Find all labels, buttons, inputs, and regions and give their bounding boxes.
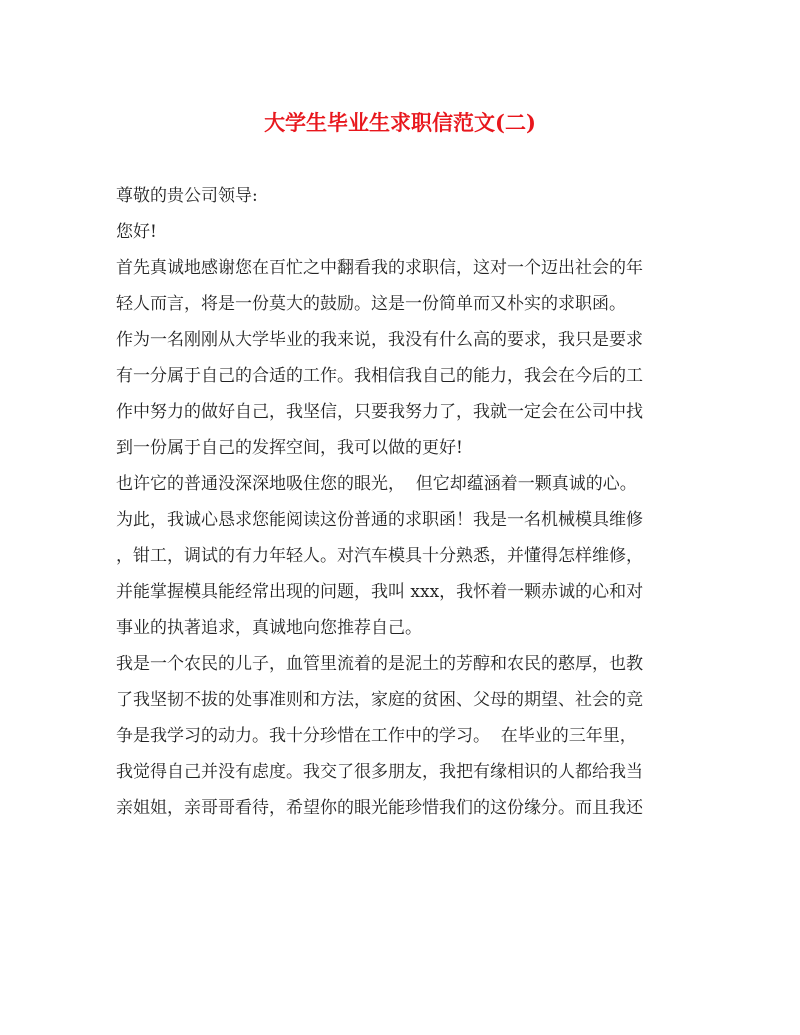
body-line: 争是我学习的动力。我十分珍惜在工作中的学习。 在毕业的三年里， <box>116 726 637 746</box>
body-line: 有一分属于自己的合适的工作。我相信我自己的能力，我会在今后的工 <box>116 366 643 386</box>
body-line: 并能掌握模具能经常出现的问题，我叫 xxx，我怀着一颗赤诚的心和对 <box>116 582 644 602</box>
letter-body <box>116 178 696 826</box>
body-line: 我觉得自己并没有虑度。我交了很多朋友，我把有缘相识的人都给我当 <box>116 762 643 782</box>
body-line: 作为一名刚刚从大学毕业的我来说，我没有什么高的要求，我只是要求 <box>116 330 643 350</box>
body-line: 轻人而言，将是一份莫大的鼓励。这是一份简单而又朴实的求职函。 <box>116 294 626 314</box>
body-line: 为此，我诚心恳求您能阅读这份普通的求职函！我是一名机械模具维修 <box>116 510 643 530</box>
body-line: 我是一个农民的儿子，血管里流着的是泥土的芳醇和农民的憨厚，也教 <box>116 654 643 674</box>
body-line: ，钳工，调试的有力年轻人。对汽车模具十分熟悉，并懂得怎样维修， <box>116 546 643 566</box>
salutation: 尊敬的贵公司领导: <box>116 186 258 206</box>
greeting: 您好! <box>116 222 157 242</box>
document-title: 大学生毕业生求职信范文(二) <box>264 110 536 135</box>
body-line: 了我坚韧不拔的处事准则和方法，家庭的贫困、父母的期望、社会的竞 <box>116 690 643 710</box>
body-line: 作中努力的做好自己，我坚信，只要我努力了，我就一定会在公司中找 <box>116 402 643 422</box>
body-line: 也许它的普通没深深地吸住您的眼光， 但它却蕴涵着一颗真诚的心。 <box>116 474 637 494</box>
body-line: 到一份属于自己的发挥空间，我可以做的更好! <box>116 438 463 458</box>
body-line: 亲姐姐，亲哥哥看待，希望你的眼光能珍惜我们的这份缘分。而且我还 <box>116 798 643 818</box>
body-line: 首先真诚地感谢您在百忙之中翻看我的求职信，这对一个迈出社会的年 <box>116 258 643 278</box>
body-line: 事业的执著追求，真诚地向您推荐自己。 <box>116 618 422 638</box>
